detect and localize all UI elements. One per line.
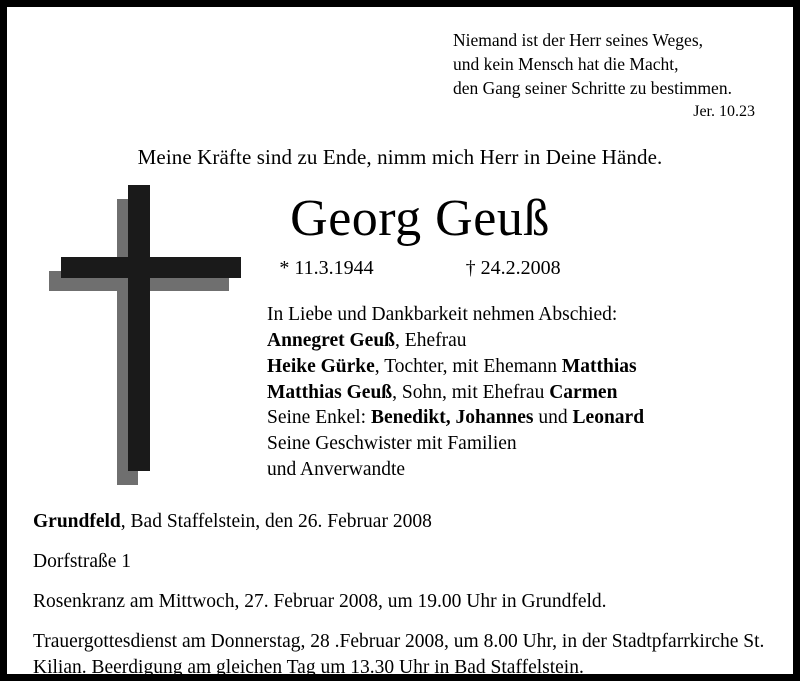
family-row: Seine Geschwister mit Familien <box>267 433 517 455</box>
family-row: und Anverwandte <box>267 459 406 481</box>
location-rest: , Bad Staffelstein, den 26. Februar 2008 <box>120 511 432 533</box>
family-row <box>267 405 767 431</box>
family-spouse-name: Carmen <box>549 381 618 403</box>
motto-text: Meine Kräfte sind zu Ende, nimm mich Herr in Deine Hände. <box>137 145 663 170</box>
location-line <box>33 509 767 535</box>
grandchildren-conjunction: und <box>533 407 573 429</box>
family-spouse-name: Matthias <box>561 355 637 377</box>
family-intro: In Liebe und Dankbarkeit nehmen Abschied: <box>267 303 618 325</box>
service-rosary: Rosenkranz am Mittwoch, 27. Februar 2008, um 19.00 Uhr in Grundfeld. <box>33 591 607 613</box>
death-date: † 24.2.2008 <box>465 256 561 279</box>
grandchildren-names: Benedikt, Johannes <box>370 407 534 429</box>
cross-bar-vertical <box>128 185 150 471</box>
scripture-line-2: und kein Mensch hat die Macht, <box>453 53 679 74</box>
family-member-name: Annegret Geuß <box>267 329 396 351</box>
family-row <box>267 328 767 354</box>
location-street: Dorfstraße 1 <box>33 551 132 573</box>
birth-date: * 11.3.1944 <box>279 256 374 279</box>
family-relation: , Tochter, mit Ehemann <box>374 355 562 377</box>
footer-block <box>33 509 767 681</box>
family-relation: , Ehefrau <box>395 329 467 351</box>
scripture-quote <box>453 29 767 123</box>
family-member-name: Matthias Geuß <box>267 381 393 403</box>
family-row <box>267 354 767 380</box>
grandchild-name: Leonard <box>572 407 645 429</box>
scripture-reference: Jer. 10.23 <box>693 103 755 121</box>
location-place: Grundfeld <box>33 511 121 533</box>
family-member-name: Heike Gürke <box>267 355 375 377</box>
scripture-line-3: den Gang seiner Schritte zu bestimmen. <box>453 77 732 98</box>
family-block <box>267 302 767 483</box>
cross-bar-horizontal <box>61 257 241 278</box>
notice-inner <box>7 7 793 678</box>
cross-icon <box>41 185 231 485</box>
family-row <box>267 380 767 406</box>
grandchildren-label: Seine Enkel: <box>267 407 371 429</box>
service-funeral: Trauergottesdienst am Donnerstag, 28 .Februar 2008, um 8.00 Uhr, in der Stadtpfarrkirche St. Kilian. Beerdigung am gleichen Tag um 13.30 Uhr in Bad Staffelstein. <box>33 630 765 678</box>
family-relation: , Sohn, mit Ehefrau <box>392 381 550 403</box>
scripture-line-1: Niemand ist der Herr seines Weges, <box>453 30 703 50</box>
deceased-name: Georg Geuß <box>290 190 550 248</box>
